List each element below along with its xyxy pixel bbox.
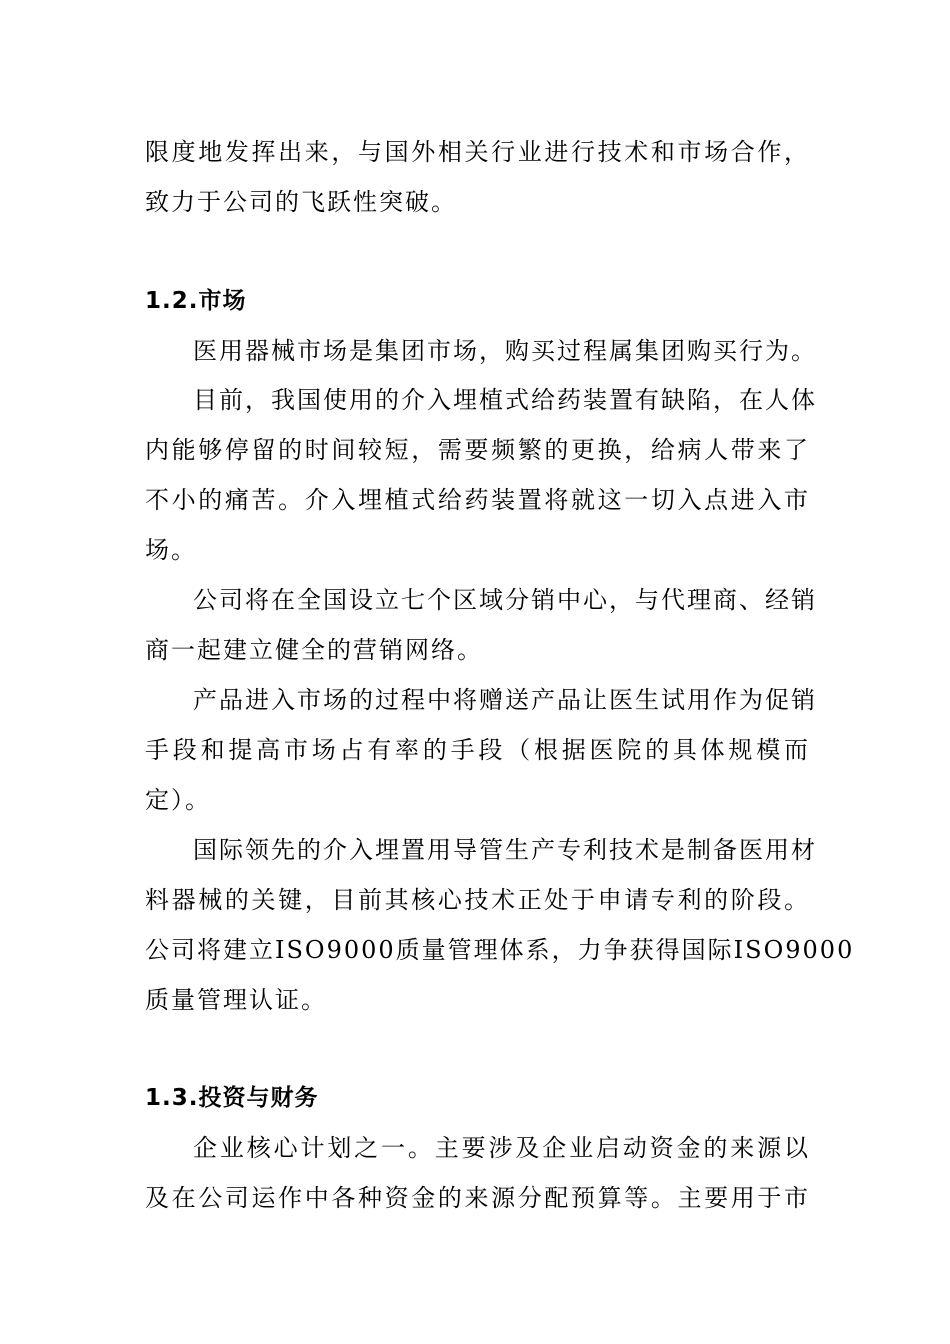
paragraph-line: 及在公司运作中各种资金的来源分配预算等。主要用于市: [145, 1184, 810, 1212]
paragraph-line: 产品进入市场的过程中将赠送产品让医生试用作为促销: [193, 686, 817, 714]
paragraph-line: 目前，我国使用的介入埋植式给药装置有缺陷，在人体: [193, 386, 817, 414]
paragraph-line: 商一起建立健全的营销网络。: [145, 636, 483, 664]
paragraph-line: 公司将在全国设立七个区域分销中心，与代理商、经销: [193, 586, 817, 614]
section-heading-market: 1.2.市场: [145, 288, 247, 314]
paragraph-line: 限度地发挥出来，与国外相关行业进行技术和市场合作，: [145, 138, 810, 166]
paragraph-line: 质量管理认证。: [145, 986, 327, 1014]
paragraph-line: 医用器械市场是集团市场，购买过程属集团购买行为。: [193, 337, 817, 365]
paragraph-line: 不小的痛苦。介入埋植式给药装置将就这一切入点进入市: [145, 486, 810, 514]
paragraph-line: 国际领先的介入埋置用导管生产专利技术是制备医用材: [193, 836, 817, 864]
paragraph-line: 内能够停留的时间较短，需要频繁的更换，给病人带来了: [145, 436, 810, 464]
section-heading-investment-finance: 1.3.投资与财务: [145, 1085, 319, 1111]
paragraph-line: 公司将建立ISO9000质量管理体系，力争获得国际ISO9000: [145, 936, 855, 964]
paragraph-line: 企业核心计划之一。主要涉及企业启动资金的来源以: [193, 1134, 810, 1162]
paragraph-line: 定）。: [145, 786, 211, 814]
paragraph-line: 料器械的关键，目前其核心技术正处于申请专利的阶段。: [145, 886, 810, 914]
paragraph-line: 场。: [145, 536, 197, 564]
paragraph-line: 致力于公司的飞跃性突破。: [145, 188, 457, 216]
paragraph-line: 手段和提高市场占有率的手段（根据医院的具体规模而: [145, 736, 810, 764]
